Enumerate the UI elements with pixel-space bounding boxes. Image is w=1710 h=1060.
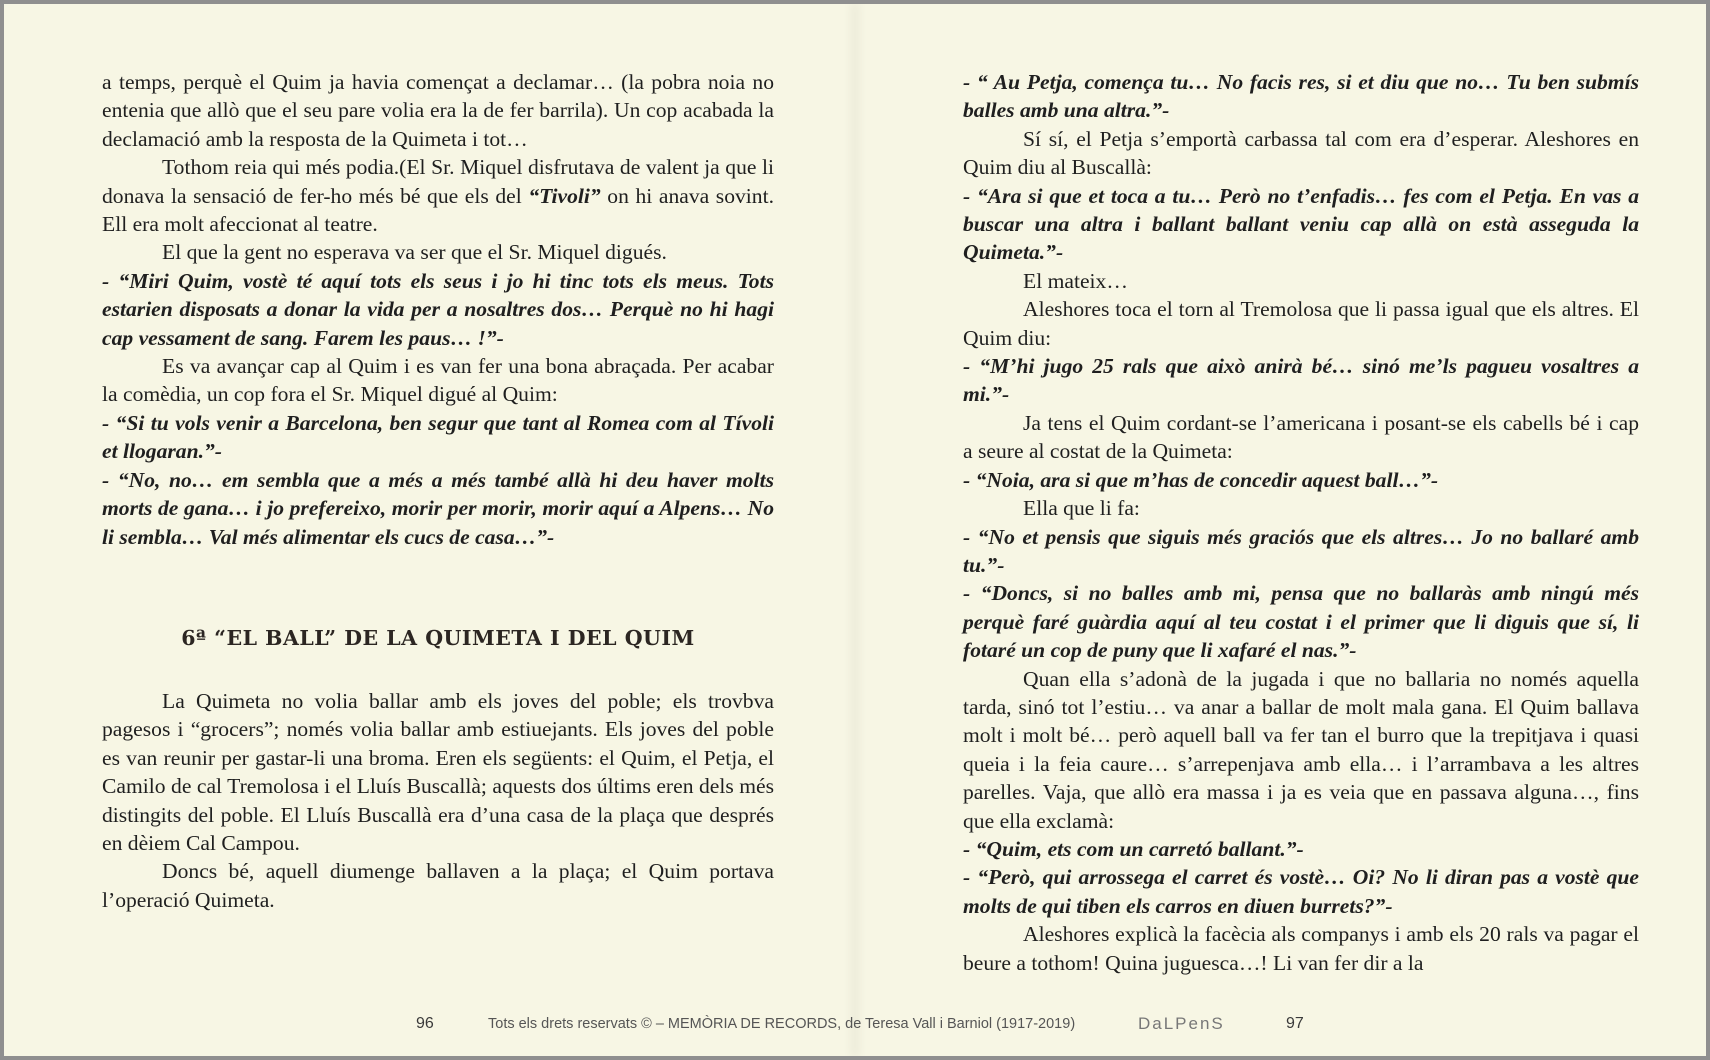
- paragraph: Doncs bé, aquell diumenge ballaven a la plaça; el Quim portava l’operació Quimeta.: [102, 859, 774, 912]
- dialogue-line: - “No, no… em sembla que a més a més també allà hi deu haver molts morts de gana… i jo prefereixo, morir per morir, morir aquí a Alpens… No li sembla… Val més alimentar els cucs de casa…”-: [102, 467, 774, 549]
- paragraph: Sí sí, el Petja s’emportà carbassa tal com era d’esperar. Aleshores en Quim diu al Buscallà:: [963, 126, 1639, 180]
- paragraph-part: on hi anava sovint. Ell era molt afeccionat al teatre.: [102, 183, 774, 237]
- page-footer: [4, 1015, 1706, 1039]
- tivoli-emphasis: “Tivoli”: [528, 183, 601, 208]
- paragraph: Aleshores explicà la facècia als companys i amb els 20 rals va pagar el beure a tothom! Quina juguesca…! Li van fer dir a la: [963, 922, 1639, 975]
- left-page-text: [102, 68, 774, 914]
- paragraph: Quan ella s’adonà de la jugada i que no ballaria no només aquella tarda, sinó tot l’estiu… va anar a ballar de molt mala gana. El Quim ballava molt i molt bé… però aquell ball va fer tan el burro que la trepitjava i quasi queia i la feia caure… s’arrepenjava amb ella… i l’arrambava a les altres parelles. Vaja, que allò era massa i ja es veia que en passava alguna…, fins que ella exclamà:: [963, 666, 1639, 833]
- dialogue-line: - “Doncs, si no balles amb mi, pensa que no ballaràs amb ningú més perquè faré guàrdia aquí al teu costat i el primer que li diguis que sí, li fotaré un cop de puny que li xafaré el nas.”-: [963, 581, 1639, 663]
- paragraph: El que la gent no esperava va ser que el Sr. Miquel digués.: [162, 240, 667, 265]
- paragraph: Ja tens el Quim cordant-se l’americana i posant-se els cabells bé i cap a seure al costat de la Quimeta:: [963, 410, 1639, 464]
- dialogue-line: - “Miri Quim, vostè té aquí tots els seus i jo hi tinc tots els meus. Tots estarien disposats a donar la vida per a nosaltres dos… Perquè no hi hagi cap vessament de sang. Farem les paus… !”-: [102, 268, 774, 350]
- copyright-notice: Tots els drets reservats © – MEMÒRIA DE RECORDS, de Teresa Vall i Barniol (1917-2019): [488, 1016, 1076, 1032]
- page-number-right: 97: [1286, 1015, 1304, 1032]
- left-page: [4, 4, 855, 1056]
- paragraph: a temps, perquè el Quim ja havia començat a declamar… (la pobra noia no entenia que allò que el seu pare volia era la de fer barrila). Un cop acabada la declamació amb la resposta de la Quimeta i tot…: [102, 70, 774, 151]
- section-heading: 6ª “EL BALL” DE LA QUIMETA I DEL QUIM: [181, 625, 695, 650]
- paragraph: Ella que li fa:: [1023, 496, 1140, 521]
- dialogue-line: - “Ara si que et toca a tu… Però no t’enfadis… fes com el Petja. En vas a buscar una altra i ballant ballant veniu cap allà on està asseguda la Quimeta.”-: [963, 183, 1639, 265]
- dialogue-line: - “Si tu vols venir a Barcelona, ben segur que tant al Romea com al Tívoli et llogaran.”-: [102, 410, 774, 464]
- right-page: [855, 4, 1706, 1056]
- dialogue-line: - “No et pensis que siguis més graciós que els altres… Jo no ballaré amb tu.”-: [963, 524, 1639, 577]
- paragraph: Es va avançar cap al Quim i es van fer una bona abraçada. Per acabar la comèdia, un cop fora el Sr. Miquel digué al Quim:: [102, 354, 774, 407]
- paragraph-part: Tothom reia qui més podia.(El Sr. Miquel disfrutava de valent ja que li donava la sensació de fer-ho més bé que els del: [102, 155, 774, 208]
- right-page-text: [963, 68, 1639, 977]
- paragraph: Aleshores toca el torn al Tremolosa que li passa igual que els altres. El Quim diu:: [963, 297, 1639, 350]
- paragraph: El mateix…: [1023, 268, 1128, 293]
- dialogue-line: - “Noia, ara si que m’has de concedir aquest ball…”-: [963, 467, 1439, 492]
- dialogue-line: - “M’hi jugo 25 rals que això anirà bé… sinó me’ls pagueu vosaltres a mi.”-: [963, 354, 1639, 407]
- dialogue-line: - “Quim, ets com un carretó ballant.”-: [963, 836, 1304, 861]
- book-spread: [4, 4, 1706, 1056]
- page-number-left: 96: [416, 1015, 434, 1032]
- dialogue-line: - “Però, qui arrossega el carret és vostè… Oi? No li diran pas a vostè que molts de qui tiben els carros en diuen burrets?”-: [963, 865, 1639, 918]
- paragraph: [102, 153, 774, 238]
- dialogue-line: - “ Au Petja, comença tu… No facis res, si et diu que no… Tu ben submís balles amb una altra.”-: [963, 70, 1639, 123]
- paragraph: La Quimeta no volia ballar amb els joves del poble; els trovbva pagesos i “grocers”; només volia ballar amb estiuejants. Els joves del poble es van reunir per gastar-li una broma. Eren els següents: el Quim, el Petja, el Camilo de cal Tremolosa i el Lluís Buscallà; aquests dos últims eren dels més distingits del poble. El Lluís Buscallà era d’una casa de la plaça que després en dèiem Cal Campou.: [102, 688, 774, 855]
- publisher-logo: DaLPenS: [1138, 1014, 1225, 1033]
